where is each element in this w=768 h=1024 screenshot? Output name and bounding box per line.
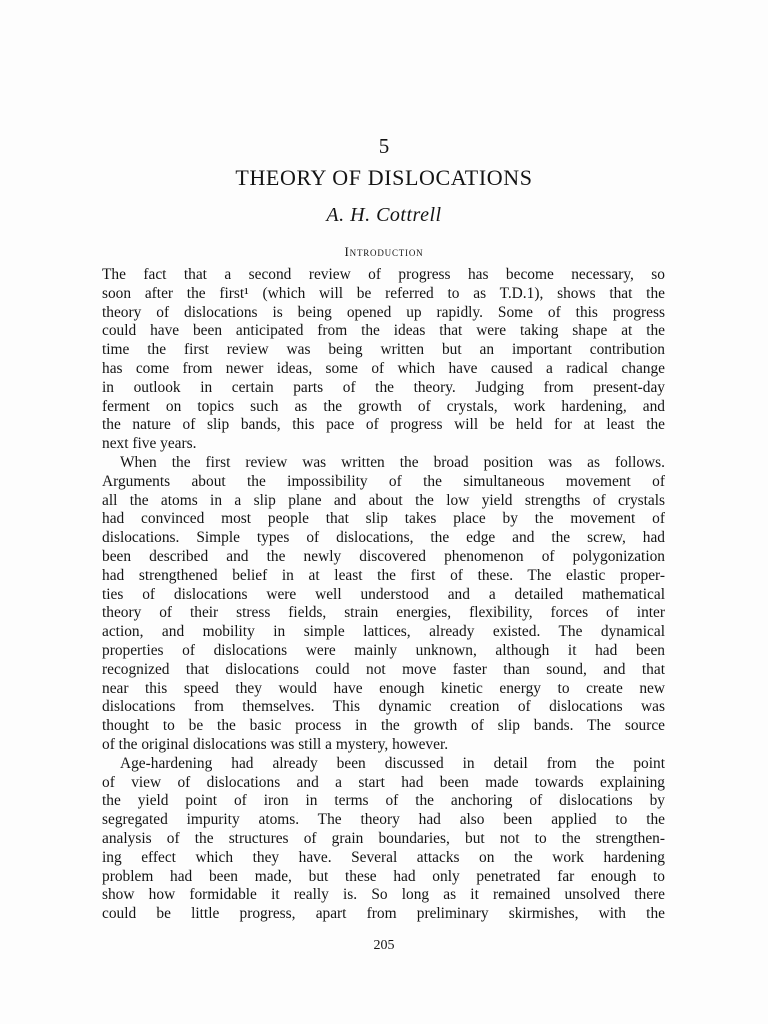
text-line: analysis of the structures of grain boundaries, but not to the strengthen- — [102, 829, 665, 847]
text-line: ferment on topics such as the growth of crystals, work hardening, and — [102, 397, 665, 415]
chapter-author: A. H. Cottrell — [326, 204, 442, 226]
text-line: near this speed they would have enough kinetic energy to create new — [102, 679, 665, 697]
text-line: the yield point of iron in terms of the anchoring of dislocations by — [102, 792, 665, 810]
text-line: has come from newer ideas, some of which have caused a radical change — [102, 359, 665, 377]
text-line: action, and mobility in simple lattices, already existed. The dynamical — [102, 623, 665, 641]
text-line: all the atoms in a slip plane and about the low yield strengths of crystals — [102, 491, 665, 509]
text-line: recognized that dislocations could not move faster than sound, and that — [102, 660, 665, 678]
chapter-title: THEORY OF DISLOCATIONS — [235, 165, 533, 190]
text-line: time the first review was being written but an important contribution — [102, 341, 665, 359]
text-line: next five years. — [102, 435, 197, 453]
page-number: 205 — [373, 938, 395, 953]
text-line: theory of dislocations is being opened up rapidly. Some of this progress — [102, 303, 665, 321]
text-line: could be little progress, apart from preliminary skirmishes, with the — [102, 905, 665, 923]
section-heading: Introduction — [344, 244, 424, 259]
paragraph — [102, 454, 665, 755]
text-line: dislocations from themselves. This dynamic creation of dislocations was — [102, 698, 665, 716]
text-line: ing effect which they have. Several attacks on the work hardening — [102, 848, 665, 866]
paragraph — [102, 266, 665, 454]
text-line: Arguments about the impossibility of the simultaneous movement of — [102, 472, 665, 490]
text-line: had convinced most people that slip takes place by the movement of — [102, 510, 665, 528]
text-line: been described and the newly discovered phenomenon of polygonization — [102, 547, 665, 565]
text-line: could have been anticipated from the ideas that were taking shape at the — [102, 322, 665, 340]
text-line: theory of their stress fields, strain energies, flexibility, forces of inter — [102, 604, 665, 622]
text-line: problem had been made, but these had only penetrated far enough to — [102, 867, 665, 885]
text-line: The fact that a second review of progress has become necessary, so — [102, 266, 665, 283]
text-line: in outlook in certain parts of the theory. Judging from present-day — [102, 378, 665, 396]
text-line: soon after the first¹ (which will be referred to as T.D.1), shows that the — [102, 284, 665, 302]
body-text — [102, 266, 665, 924]
chapter-number: 5 — [378, 134, 390, 158]
text-line: had strengthened belief in at least the first of these. The elastic proper- — [102, 566, 665, 584]
text-line: show how formidable it really is. So long as it remained unsolved there — [102, 886, 665, 904]
text-line: ties of dislocations were well understood and a detailed mathematical — [102, 585, 665, 603]
text-line: When the first review was written the broad position was as follows. — [120, 453, 665, 471]
text-line: thought to be the basic process in the growth of slip bands. The source — [102, 717, 665, 735]
text-line: Age-hardening had already been discussed in detail from the point — [120, 754, 665, 772]
text-line: dislocations. Simple types of dislocations, the edge and the screw, had — [102, 529, 665, 547]
text-line: of view of dislocations and a start had been made towards explaining — [102, 773, 665, 791]
text-line: the nature of slip bands, this pace of progress will be held for at least the — [102, 416, 665, 434]
text-line: properties of dislocations were mainly unknown, although it had been — [102, 641, 665, 659]
text-line: of the original dislocations was still a mystery, however. — [102, 735, 449, 753]
text-line: segregated impurity atoms. The theory had also been applied to the — [102, 811, 665, 829]
paragraph — [102, 755, 665, 924]
